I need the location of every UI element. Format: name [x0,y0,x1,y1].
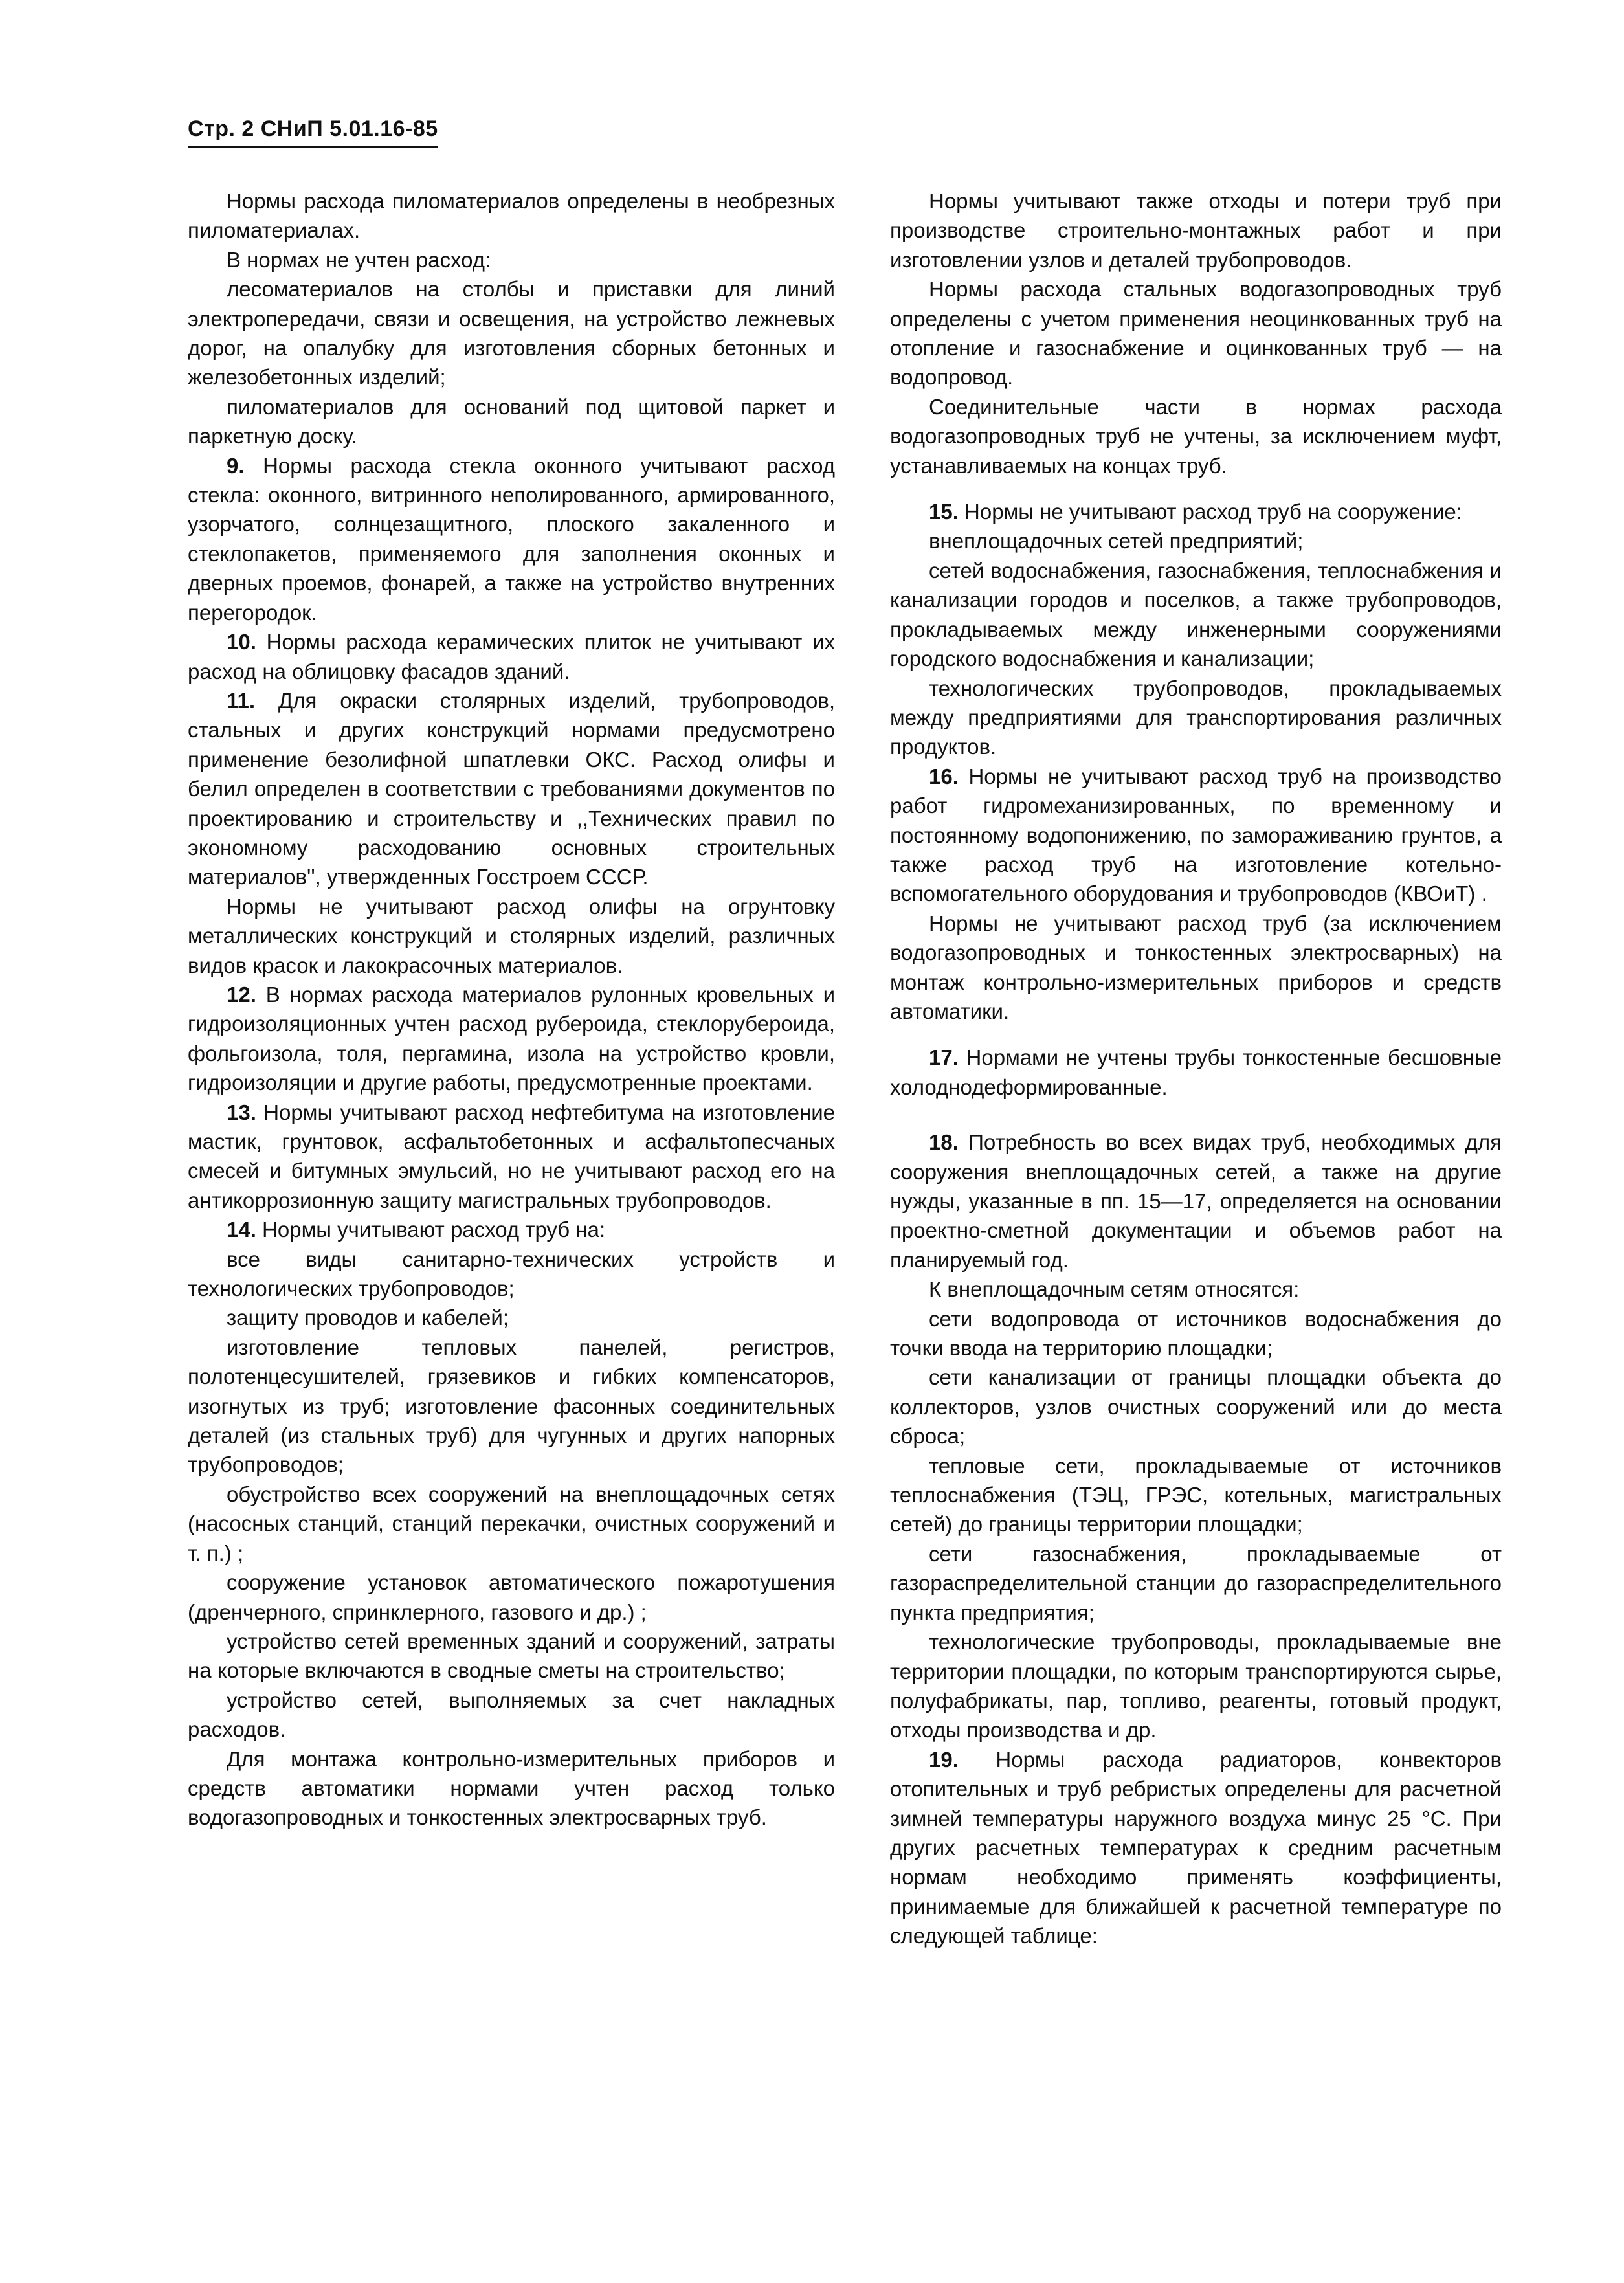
paragraph-text: К внеплощадочным сетям относятся: [929,1277,1300,1302]
paragraph-text: технологических трубопроводов, прокладываемых между предприятиями для транспортирования различных продуктов. [890,676,1502,759]
paragraph-text: Потребность во всех видах труб, необходимых для сооружения внеплощадочных сетей, а также на другие нужды, указанные в пп. 15—17, определяется на основании проектно-сметной документации и объемов работ на планируемый год. [890,1130,1502,1272]
paragraph-text: изготовление тепловых панелей, регистров, полотенцесушителей, грязевиков и гибких компенсаторов, изогнутых из труб; изготовление фасонных соединительных деталей (из стальных труб) для чугунных и других напорных трубопроводов; [188,1335,835,1477]
paragraph-text: все виды санитарно-технических устройств и технологических трубопроводов; [188,1247,835,1301]
paragraph-text: сети канализации от границы площадки объекта до коллекторов, узлов очистных сооружений или до места сброса; [890,1365,1502,1449]
paragraph [188,1480,835,1568]
clause-number: 17. [929,1045,959,1070]
paragraph [188,1098,835,1216]
paragraph [890,762,1502,909]
paragraph-text: Нормы учитывают также отходы и потери труб при производстве строительно-монтажных работ и при изготовлении узлов и деталей трубопроводов. [890,189,1502,272]
paragraph-text: тепловые сети, прокладываемые от источников теплоснабжения (ТЭЦ, ГРЭС, котельных, магистральных сетей) до границы территории площадки; [890,1453,1502,1537]
paragraph-text: Нормы расхода пиломатериалов определены в необрезных пиломатериалах. [188,189,835,243]
paragraph-text: В нормах не учтен расход: [227,247,491,272]
paragraph-text: сетей водоснабжения, газоснабжения, теплоснабжения и канализации городов и поселков, а также трубопроводов, прокладываемых между инженерными сооружениями городского водоснабжения и канализации; [890,558,1502,671]
paragraph-text: Нормы расхода керамических плиток не учитывают их расход на облицовку фасадов зданий. [188,630,835,684]
paragraph-text: Нормы учитывают расход нефтебитума на изготовление мастик, грунтовок, асфальтобетонных и асфальтопесчаных смесей и битумных эмульсий, но не учитывают расход его на антикоррозионную защиту магистральных трубопроводов. [188,1100,835,1212]
paragraph [188,451,835,627]
paragraph-text: Нормы расхода стальных водогазопроводных труб определены с учетом применения неоцинкованных труб на отопление и газоснабжение и оцинкованных труб — на водопровод. [890,277,1502,390]
paragraph-text: Нормы не учитывают расход олифы на огрунтовку металлических конструкций и столярных изделий, различных видов красок и лакокрасочных материалов. [188,894,835,977]
paragraph [188,1744,835,1832]
paragraph-text: Для окраски столярных изделий, трубопроводов, стальных и других конструкций нормами предусмотрено применение безолифной шпатлевки ОКС. Расход олифы и белил определен в соответствии с требованиями документов по проектированию и строительству и ,,Технических правил по экономному расходованию основных строительных материалов'', утвержденных Госстроем СССР. [188,688,835,889]
paragraph [188,892,835,980]
paragraph-text: сооружение установок автоматического пожаротушения (дренчерного, спринклерного, газового и др.) ; [188,1570,835,1624]
paragraph-text: внеплощадочных сетей предприятий; [929,529,1304,553]
paragraph-text: Соединительные части в нормах расхода водогазопроводных труб не учтены, за исключением муфт, устанавливаемых на концах труб. [890,394,1502,478]
clause-number: 15. [929,500,959,524]
paragraph [890,1451,1502,1539]
paragraph [188,686,835,892]
paragraph-text: сети газоснабжения, прокладываемые от газораспределительной станции до газораспределительного пункта предприятия; [890,1541,1502,1625]
paragraph-text: Нормы расхода радиаторов, конвекторов отопительных и труб ребристых определены для расчетной зимней температуры наружного воздуха минус 25 °С. При других расчетных температурах к средним расчетным нормам необходимо применять коэффициенты, принимаемые для ближайшей к расчетной температуре по следующей таблице: [890,1747,1502,1948]
paragraph [890,1043,1502,1102]
paragraph-text: Нормы учитывают расход труб на: [262,1218,606,1242]
paragraph-text: сети водопровода от источников водоснабжения до точки ввода на территорию площадки; [890,1306,1502,1361]
paragraph [188,627,835,686]
paragraph-text: технологические трубопроводы, прокладываемые вне территории площадки, по которым транспортируются сырье, полуфабрикаты, пар, топливо, реагенты, готовый продукт, отходы производства и др. [890,1630,1502,1743]
left-column [188,186,835,1832]
paragraph [890,1304,1502,1363]
paragraph [188,1686,835,1744]
paragraph [188,1303,835,1332]
paragraph-text: устройство сетей временных зданий и сооружений, затраты на которые включаются в сводные сметы на строительство; [188,1629,835,1683]
paragraph [188,1245,835,1304]
paragraph [890,1539,1502,1627]
clause-number: 16. [929,764,959,788]
clause-number: 11. [227,688,256,713]
paragraph [188,392,835,451]
paragraph [890,674,1502,762]
clause-number: 9. [227,453,245,478]
paragraph-text: пиломатериалов для оснований под щитовой паркет и паркетную доску. [188,394,835,449]
paragraph [890,1745,1502,1951]
page-header: Стр. 2 СНиП 5.01.16-85 [188,117,438,148]
paragraph-text: Нормы расхода стекла оконного учитывают расход стекла: оконного, витринного неполированного, армированного, узорчатого, солнцезащитного, плоского закаленного и стеклопакетов, применяемого для заполнения оконных и дверных проемов, фонарей, а также на устройство внутренних перегородок. [188,453,836,625]
paragraph [188,245,835,274]
paragraph [188,1627,835,1686]
paragraph [188,274,835,392]
paragraph-text: Для монтажа контрольно-измерительных приборов и средств автоматики нормами учтен расход только водогазопроводных и тонкостенных электросварных труб. [188,1746,835,1830]
paragraph [890,1128,1502,1275]
paragraph [188,1333,835,1480]
paragraph [188,1568,835,1627]
paragraph [890,186,1502,274]
paragraph-text: устройство сетей, выполняемых за счет накладных расходов. [188,1687,835,1742]
clause-number: 18. [929,1130,959,1155]
paragraph [890,497,1502,526]
paragraph [890,526,1502,555]
paragraph [890,1275,1502,1304]
paragraph-text: защиту проводов и кабелей; [227,1306,509,1330]
paragraph [890,909,1502,1027]
paragraph [890,556,1502,674]
paragraph-text: Нормы не учитывают расход труб (за исключением водогазопроводных и тонкостенных электросварных) на монтаж контрольно-измерительных приборов и средств автоматики. [890,911,1502,1023]
paragraph-text: Нормами не учтены трубы тонкостенные бесшовные холоднодеформированные. [890,1045,1502,1099]
paragraph [188,186,835,245]
clause-number: 13. [227,1100,256,1124]
paragraph [890,1363,1502,1451]
paragraph [890,274,1502,392]
paragraph-text: лесоматериалов на столбы и приставки для линий электропередачи, связи и освещения, на устройство лежневых дорог, на опалубку для изготовления сборных бетонных и железобетонных изделий; [188,277,835,390]
paragraph-text: В нормах расхода материалов рулонных кровельных и гидроизоляционных учтен расход рубероида, стеклорубероида, фольгоизола, толя, пергамина, изола на устройство кровли, гидроизоляции и другие работы, предусмотренные проектами. [188,982,836,1095]
right-column [890,186,1502,1951]
paragraph-text: Нормы не учитывают расход труб на производство работ гидромеханизированных, по временному и постоянному водопонижению, по замораживанию грунтов, а также расход труб на изготовление котельно-вспомогательного оборудования и трубопроводов (КВОиТ) . [890,764,1502,906]
paragraph [188,1215,835,1244]
clause-number: 12. [227,982,256,1007]
paragraph-text: Нормы не учитывают расход труб на сооружение: [964,500,1462,524]
paragraph [890,1627,1502,1745]
paragraph-text: обустройство всех сооружений на внеплощадочных сетях (насосных станций, станций перекачки, очистных сооружений и т. п.) ; [188,1482,835,1565]
clause-number: 10. [227,630,256,654]
clause-number: 14. [227,1218,256,1242]
paragraph [188,980,835,1098]
paragraph [890,392,1502,480]
clause-number: 19. [929,1747,959,1772]
